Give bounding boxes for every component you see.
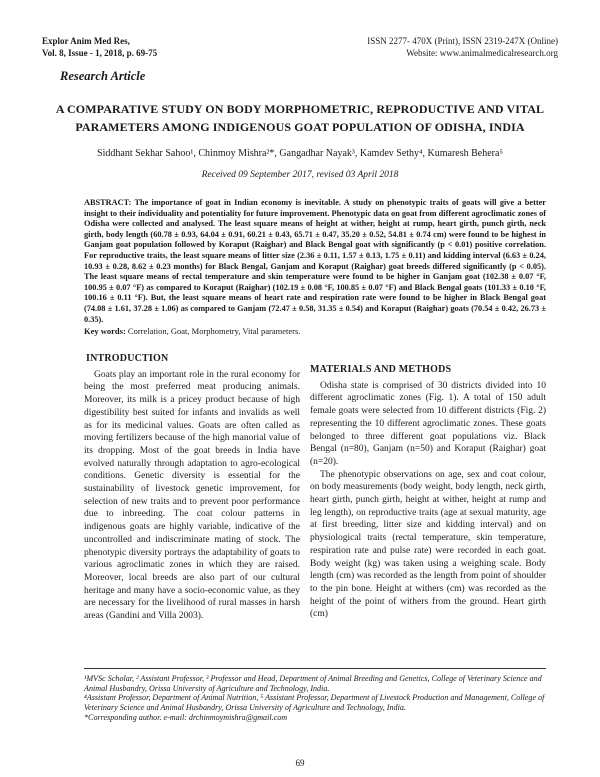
journal-volume: Vol. 8, Issue - 1, 2018, p. 69-75 xyxy=(42,47,158,58)
footnote-corresponding: *Corresponding author. e-mail: drchinmoymishra@gmail.com xyxy=(84,712,288,722)
footnote-affiliation-2: ⁴Assistant Professor, Department of Animal Nutrition, ⁵ Assistant Professor, Department of Livestock Production and Management, College of Veterinary Science and Animal Husbandry, Orissa University of Agriculture and Technology, India. xyxy=(84,693,545,713)
footnotes xyxy=(84,674,546,723)
methods-heading: MATERIALS AND METHODS xyxy=(310,364,452,375)
article-type: Research Article xyxy=(60,69,146,83)
website-text: Website: www.animalmedicalresearch.org xyxy=(406,47,558,58)
introduction-heading: INTRODUCTION xyxy=(86,353,169,364)
journal-name: Explor Anim Med Res, xyxy=(42,36,130,46)
issn-header xyxy=(367,36,558,59)
abstract: ABSTRACT: The importance of goat in Indian economy is inevitable. A study on phenotypic traits of goats will give a better insight to their individuality and potentiality for future improvement. Phenotypic data on goat from different agroclimatic zones of Odisha were collected and analysed. The least square means of height at wither, height at rump, heart girth, punch girth, neck girth, body length (60.78 ± 0.93, 64.04 ± 0.91, 60.21 ± 0.43, 65.71 ± 0.47, 35.20 ± 0.52, 54.81 ± 0.74 cm) were found to be highest in Ganjam goat population followed by Koraput (Raighar) and Black Bengal goat with significantly (p < 0.01) positive correlation. For reproductive traits, the least square means of litter size (2.36 ± 0.11, 1.57 ± 0.13, 1.75 ± 0.11) and kidding interval (6.63 ± 0.24, 10.93 ± 0.28, 8.62 ± 0.23 months) for Black Bengal, Ganjam and Koraput (Raighar) goat breeds differed significantly (p < 0.05). The least square means of rectal temperature and skin temperature were found to be higher in Ganjam goat (102.38 ± 0.07 °F, 100.95 ± 0.07 °F) as compared to Koraput (Raighar) (102.19 ± 0.08 °F, 100.85 ± 0.07 °F) and Black Bengal goats (101.33 ± 0.10 °F, 100.16 ± 0.11 °F). But, the least square means of heart rate and respiration rate were found to be higher in Black Bengal goat (74.08 ± 1.61, 37.28 ± 1.06) as compared to Ganjam (72.47 ± 0.58, 31.35 ± 0.54) and Koraput (Raighar) goats (70.54 ± 0.42, 26.73 ± 0.35). xyxy=(84,198,546,324)
received-dates: Received 09 September 2017, revised 03 April 2018 xyxy=(201,170,399,180)
keywords-label: Key words: xyxy=(84,326,126,336)
journal-header xyxy=(42,36,157,59)
keywords-text: Correlation, Goat, Morphometry, Vital parameters. xyxy=(127,326,301,336)
right-column xyxy=(310,364,546,621)
footnote-affiliation-1: ¹MVSc Scholar, ² Assistant Professor, ³ Professor and Head, Department of Animal Breeding and Genetics, College of Veterinary Science and Animal Husbandry, Orissa University of Agriculture and Technology, India. xyxy=(84,674,542,693)
author-list: Siddhant Sekhar Sahoo¹, Chinmoy Mishra²*, Gangadhar Nayak³, Kamdev Sethy⁴, Kumaresh Behera⁵ xyxy=(97,148,503,159)
footnote-divider xyxy=(84,668,546,669)
methods-paragraph-1: Odisha state is comprised of 30 districts divided into 10 different agroclimatic zones (Fig. 1). A total of 150 adult female goats were selected from 10 different districts (Fig. 2) representing the 10 different agroclimatic zones. These goats belonged to three different goat populations viz. Black Bengal (n=80), Ganjam (n=50) and Koraput (Raighar) goat (n=20). xyxy=(310,380,546,467)
issn-text: ISSN 2277- 470X (Print), ISSN 2319-247X (Online) xyxy=(367,36,558,46)
left-column xyxy=(84,353,300,623)
keywords xyxy=(84,326,546,336)
introduction-paragraph: Goats play an important role in the rural economy for being the most preferred meat producing animals. Moreover, its milk is a pricey product because of high digestibility best suited for infants and invalids as well as for its medicinal values. Goats are often called as moving fertilizers because of the high manorial value of its dropping. Most of the goat breeds in India have evolved naturally through adaptation to agro-ecological conditions. Genetic diversity is essential for the sustainability of livestock genetic improvement, for selection of new traits and to prevent poor performance due to inbreeding. The coat colour patterns in indigenous goats are highly variable, indicative of the uncontrolled and indiscriminate mating of stock. The phenotypic diversity portrays the adaptability of goats to various agroclimatic zones in which they are raised. Moreover, local breeds are also part of our cultural heritage and many have a socio-economic value, as they are necessary for the livelihood of rural masses in harsh areas (Gandini and Villa 2003). xyxy=(84,369,300,622)
paper-title: A COMPARATIVE STUDY ON BODY MORPHOMETRIC, REPRODUCTIVE AND VITAL PARAMETERS AMONG INDIGENOUS GOAT POPULATION OF ODISHA, INDIA xyxy=(55,102,545,134)
methods-paragraph-2: The phenotypic observations on age, sex and coat colour, on body measurements (body weight, body length, neck girth, heart girth, punch girth, height at wither, height at rump and leg length), on reproductive traits (age at sexual maturity, age at first breeding, litter size and kidding interval) and on physiological traits (rectal temperature, skin temperature, respiration rate and pulse rate) were recorded in each goat. Body weight (kg) was taken using a weighing scale. Body length (cm) was recorded as the length from point of shoulder to the pin bone. Height at withers (cm) was recorded as the height of the point of withers from the ground. Heart girth (cm) xyxy=(310,469,546,620)
page-number: 69 xyxy=(295,758,305,768)
